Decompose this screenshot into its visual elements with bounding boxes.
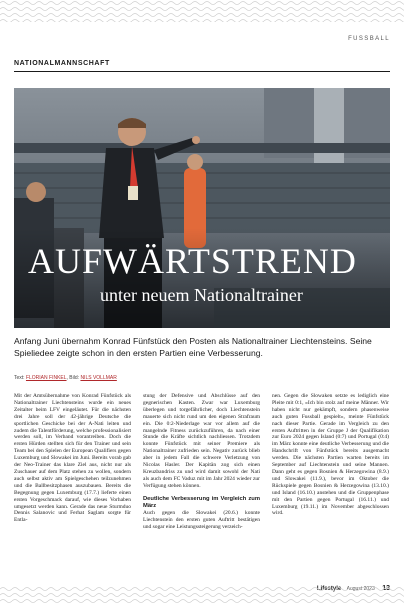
lead-paragraph: Anfang Juni übernahm Konrad Fünfstück den Posten als Nationaltrainer Liechtensteins. Seine Spieliedee zeigte schon in den ersten Partien eine Verbesserung. (14, 336, 372, 358)
body-paragraph: stung der Defensive und Abschlüsse auf den gegnerischen Kasten. Zwar war Luxemburg überlegen und torgefährlicher, doch Liechtenstein mauerte sich nicht rund um den eigenen Strafraum ein. Die 0:2-Niederlage war vor allem auf die mangelnde Fitness zurückzuführen, da nach einer Stunde die Kräfte sichtlich nachliessen. Trotzdem konnte Fünfstück mit seiner Premiere als Nationaltrainer zufrieden sein. Negativ zurück blieb aber in jedem Fall die schwere Verletzung von Nicolas Hasler. Der Kapitän zog sich einen Kreuzbandriss zu und wird damit sowohl der Nati als auch dem FC Vaduz mit im Jahr 2024 wieder zur Verfügung stehen können. (143, 393, 260, 489)
body-paragraph: Mit der Amtsübernahme von Konrad Fünfstück als Nationaltrainer Liechtensteins wurde ein neues Zeitalter beim LFV eingeläutet. Für die nächsten drei Jahre soll der 42-jährige Deutsche die sportlichen Geschicke bei der A-Nati leiten und zudem die Talentförderung, welche professionalisiert werden soll, im Verband vorantreiben. Doch die ersten Hürden stellten sich für den Trainer und sein Team bei den Spielen der European Qualifiers gegen Luxemburg und Slowakei im Juni. Bereits vorab gab der Neo-Trainer das klare Ziel aus, nicht nur als Zuschauer auf dem Platz stehen zu wollen, sondern auch selbst aktiv am Spielgeschehen teilzunehmen und die Ballbesitzphasen auszubauen. Bereits die Begegnung gegen Luxemburg (17.7.) lieferte einen ersten Vorgeschmack darauf, wie dieses Vorhaben umgesetzt werden kann. Gerade das neue Sturmduo Dennis Salanovic und Ferhat Saglam sorgte für Entla- (14, 393, 131, 524)
author-name[interactable]: FLORIAN FINKEL (25, 375, 67, 381)
credits-line (14, 375, 117, 381)
decorative-wave-band-bottom (0, 586, 404, 603)
body-subheading: Deutliche Verbesserung im Vergleich zum März (143, 495, 260, 509)
decorative-wave-band-top (0, 0, 404, 22)
body-column-3 (272, 393, 389, 517)
section-label: FUSSBALL (348, 36, 390, 42)
body-columns (14, 393, 390, 579)
body-paragraph: Auch gegen die Slowakei (20.6.) konnte Liechtenstein den ersten guten Auftritt bestätigen und sogar eine Leistungssteigerung verzeich- (143, 509, 260, 530)
body-paragraph: nen. Gegen die Slowaken setzte es lediglich eine Pleite mit 0:1, »Ich bin stolz auf meine Männer. Wir haben nicht nur gekämpft, sondern phasenweise auch guten Fussball gespielt«, meinte Fünfstück nach dieser Partie. Gerade im Vergleich zu den ersten Auftritten in der Gruppe J der Qualifikation zur Euro 2024 gegen Island (0:7) und Portugal (0:4) im März konnte eine deutliche Verbesserung und die Handschrift von Fünfstück bereits ausgemacht werden. Die nächsten Partien warten bereits im September auf Liechtenstein und seine Mannen. Dann geht es gegen Bosnien & Herzegowina (8.9.) und Slowakei (11.9.), bevor im Oktober die Rückspiele gegen Bosnien & Herzegowina (13.10.) und Island (16.10.) anstehen und die Gruppenphase mit den Partien gegen Portugal (16.11.) und Luxemburg (19.11.) im November abgeschlossen wird. (272, 393, 389, 517)
article-kicker: NATIONALMANNSCHAFT (14, 60, 110, 67)
photographer-name[interactable]: NILS VOLLMAR (80, 375, 117, 381)
hero-photo (14, 88, 390, 328)
kicker-divider (14, 71, 390, 72)
body-column-2 (143, 393, 260, 530)
body-column-1 (14, 393, 131, 524)
credits-text-label: Text: (14, 375, 25, 381)
credits-image-label: , Bild: (66, 375, 80, 381)
headline: AUFWÄRTSTREND (28, 241, 357, 281)
subheadline: unter neuem Nationaltrainer (100, 285, 303, 305)
